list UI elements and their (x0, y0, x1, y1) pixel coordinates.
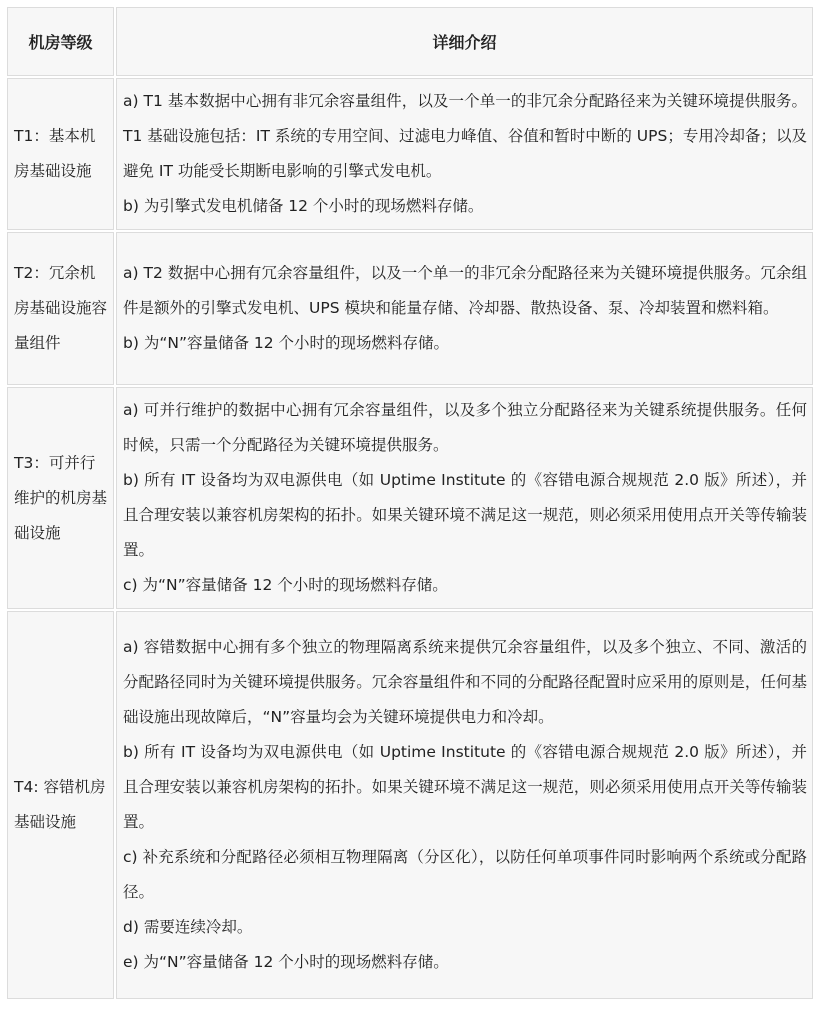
detail-paragraph: b) 为“N”容量储备 12 个小时的现场燃料存储。 (123, 334, 450, 352)
detail-paragraph: a) T1 基本数据中心拥有非冗余容量组件，以及一个单一的非冗余分配路径来为关键环境提供服务。T1 基础设施包括：IT 系统的专用空间、过滤电力峰值、谷值和暂时中断的 UPS；专用冷却备；以及避免 IT 功能受长期断电影响的引擎式发电机。 (123, 92, 807, 180)
tier-name-cell: T2：冗余机房基础设施容量组件 (7, 232, 114, 385)
tier-detail-cell (116, 232, 813, 385)
detail-paragraph: b) 为引擎式发电机储备 12 个小时的现场燃料存储。 (123, 197, 484, 215)
table-row (7, 387, 813, 609)
detail-paragraph: b) 所有 IT 设备均为双电源供电（如 Uptime Institute 的《容错电源合规规范 2.0 版》所述），并且合理安装以兼容机房架构的拓扑。如果关键环境不满足这一规范，则必须采用使用点开关等传输装置。 (123, 471, 807, 559)
detail-paragraph: a) T2 数据中心拥有冗余容量组件，以及一个单一的非冗余分配路径来为关键环境提供服务。冗余组件是额外的引擎式发电机、UPS 模块和能量存储、冷却器、散热设备、泵、冷却装置和燃料箱。 (123, 264, 807, 317)
detail-paragraph: a) 容错数据中心拥有多个独立的物理隔离系统来提供冗余容量组件，以及多个独立、不同、激活的分配路径同时为关键环境提供服务。冗余容量组件和不同的分配路径配置时应采用的原则是，任何基础设施出现故障后，“N”容量均会为关键环境提供电力和冷却。 (123, 638, 807, 726)
detail-paragraph: d) 需要连续冷却。 (123, 918, 253, 936)
header-row (7, 7, 813, 76)
detail-paragraph: e) 为“N”容量储备 12 个小时的现场燃料存储。 (123, 953, 449, 971)
table-row (7, 611, 813, 999)
table-row (7, 232, 813, 385)
tier-name-cell: T3：可并行维护的机房基础设施 (7, 387, 114, 609)
detail-paragraph: a) 可并行维护的数据中心拥有冗余容量组件，以及多个独立分配路径来为关键系统提供服务。任何时候，只需一个分配路径为关键环境提供服务。 (123, 401, 807, 454)
table-row (7, 78, 813, 230)
tier-name-cell: T1：基本机房基础设施 (7, 78, 114, 230)
detail-paragraph: c) 为“N”容量储备 12 个小时的现场燃料存储。 (123, 576, 448, 594)
datacenter-tier-table (5, 5, 815, 1001)
header-details: 详细介绍 (116, 7, 813, 76)
tier-detail-cell (116, 387, 813, 609)
tier-name-cell: T4: 容错机房基础设施 (7, 611, 114, 999)
header-tier-level: 机房等级 (7, 7, 114, 76)
tier-detail-cell (116, 78, 813, 230)
tier-detail-cell (116, 611, 813, 999)
detail-paragraph: c) 补充系统和分配路径必须相互物理隔离（分区化），以防任何单项事件同时影响两个系统或分配路径。 (123, 848, 807, 901)
detail-paragraph: b) 所有 IT 设备均为双电源供电（如 Uptime Institute 的《容错电源合规规范 2.0 版》所述），并且合理安装以兼容机房架构的拓扑。如果关键环境不满足这一规范，则必须采用使用点开关等传输装置。 (123, 743, 807, 831)
